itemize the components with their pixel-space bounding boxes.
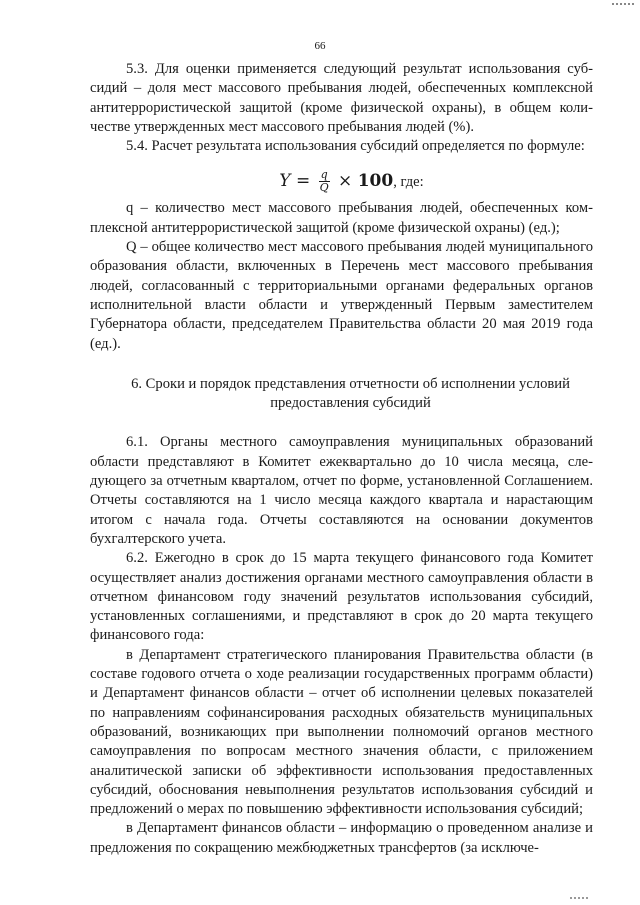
paragraph-5-4: 5.4. Расчет результата использования субсидий определяется по формуле:: [126, 138, 585, 155]
section-6-heading: [90, 375, 593, 414]
scan-mark-top: [612, 0, 634, 5]
definition-q-small: q – количество мест массового пребывания людей, обеспеченных комплексной антитеррористической защитой (кроме физической охраны) (ед.);: [90, 200, 593, 236]
formula-where: , где:: [393, 174, 424, 191]
formula-times: ×: [338, 171, 353, 192]
formula-fraction: [319, 169, 330, 194]
page-number: 66: [314, 40, 326, 52]
paragraph-strategic-planning: в Департамент стратегического планирования Правительства области (в составе годового отчета о ходе реализации государственных программ области) и Департамент финансов области – отчет об исполнении целевых показателей по направлениям софинансирования расходных обязательств муниципальных образований, возникающих при выполнении полномочий органов местного самоуправления по вопросам местного значения области, с приложением аналитической записки об эффективности использования предоставленных субсидий, обоснования невыполнения результатов использования субсидий и предложений о мерах по повышению эффективности использования субсидий;: [90, 646, 593, 818]
formula-expression: [279, 168, 394, 195]
formula-denominator: Q: [319, 181, 329, 195]
page-body: [90, 60, 593, 858]
formula-numerator: q: [320, 168, 328, 182]
definition-q-total: Q – общее количество мест массового пребывания людей муниципального образования области, включенных в Перечень мест массового пребывания людей, согласованный с территориальными органами федеральных органов исполнительной власти области и утвержденный Первым заместителем Губернатора области, председателем Правительства области 20 мая 2019 года (ед.).: [90, 239, 593, 352]
paragraph-6-1: 6.1. Органы местного самоуправления муниципальных образований области представляют в Комитет ежеквартально до 10 числа месяца, следующего за отчетным кварталом, отчет по форме, установленной Соглашением. Отчеты составляются на 1 число месяца каждого квартала и нарастающим итогом с начала года. Отчеты составляются на основании документов бухгалтерского учета.: [90, 434, 593, 547]
formula-result-var: Y: [279, 171, 291, 192]
paragraph-finance-department: в Департамент финансов области – информацию о проведенном анализе и предложения по сокращению межбюджетных трансфертов (за исключе-: [90, 820, 593, 856]
section-6-heading-line1: 6. Сроки и порядок представления отчетности об исполнении условий: [131, 375, 570, 392]
section-6-heading-line2: предоставления субсидий: [270, 395, 431, 412]
paragraph-6-2: 6.2. Ежегодно в срок до 15 марта текущего финансового года Комитет осуществляет анализ достижения органами местного самоуправления области в отчетном финансовом году значений результатов использования субсидий, установленных соглашениями, и представляют в срок до 20 марта текущего финансового года:: [90, 550, 593, 644]
formula: [110, 168, 593, 195]
formula-equals: =: [295, 171, 311, 192]
formula-hundred: 100: [357, 171, 394, 192]
paragraph-5-3: 5.3. Для оценки применяется следующий результат использования субсидий – доля мест массового пребывания людей, обеспеченных комплексной антитеррористической защитой (кроме физической охраны), в общем количестве утвержденных мест массового пребывания людей (%).: [90, 61, 593, 135]
scan-mark-bottom: [570, 894, 588, 899]
